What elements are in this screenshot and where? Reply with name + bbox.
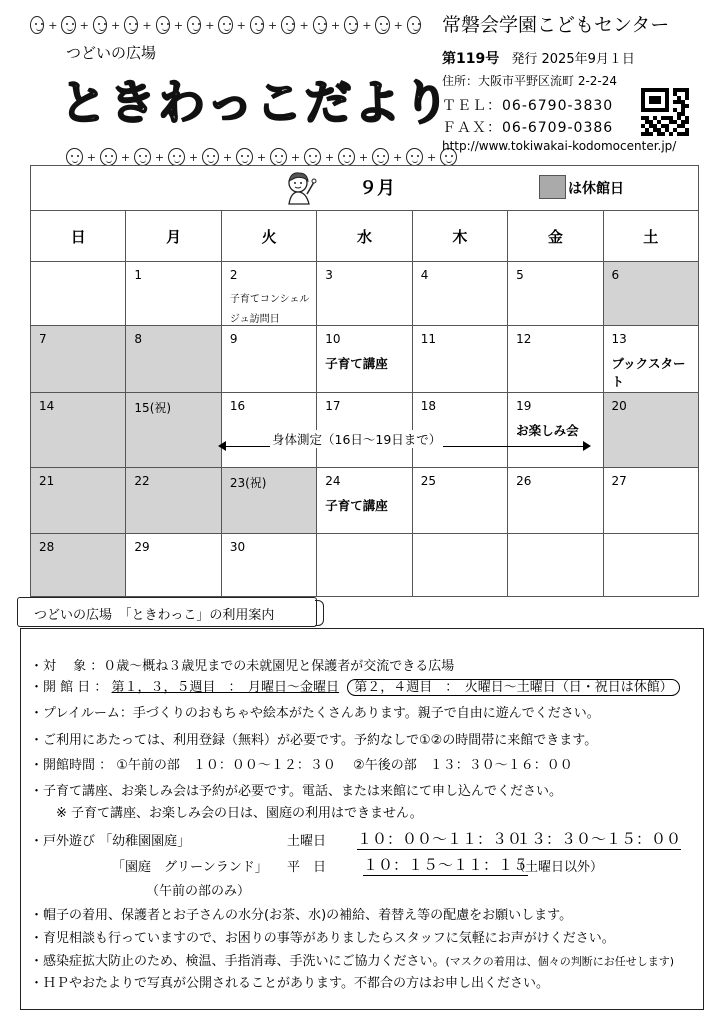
plus-icon: + [111,18,121,32]
day-event: 子育てコンシェルジュ訪問日 [229,294,310,325]
guide-note: ※ 子育て講座、お楽しみ会の日は、園庭の利用はできません。 [56,806,423,821]
calendar-day [508,262,603,326]
day-number: 15(祝) [134,401,172,415]
infection-mask-note: (マスクの着用は、個々の判断にお任せします) [445,955,675,968]
calendar-day [317,262,412,326]
outdoor-day-2: 平 日 [287,860,327,875]
calendar-day [508,326,603,393]
day-number: 20 [611,399,627,413]
usage-guide-heading-text: つどいの広場 「ときわっこ」の利用案内 [34,608,275,623]
usage-guide-heading [17,597,317,627]
calendar-day [31,534,126,597]
weekday-mon: 月 [126,211,221,262]
plus-icon: + [142,18,152,32]
calendar-day [603,468,698,534]
plus-icon: + [324,150,335,164]
plus-icon: + [358,150,369,164]
calendar-day [126,393,221,468]
plus-icon: + [290,150,301,164]
calendar-day [31,326,126,393]
outdoor-am-only: （午前の部のみ） [146,884,251,899]
calendar-day [221,326,316,393]
infection-text: ・感染症拡大防止のため、検温、手指消毒、手洗いにご協力ください。 [30,954,446,969]
open-days-weeks-135: 第１，３，５週目 ： 月曜日～金曜日 [111,680,340,695]
plus-icon: + [256,150,267,164]
day-number: 26 [516,474,532,488]
plus-icon: + [392,150,403,164]
calendar-day [126,468,221,534]
face-icon [100,148,117,166]
face-icon [372,148,389,166]
face-icon [30,16,44,34]
guide-open-days [30,676,680,695]
day-number: 11 [420,332,436,346]
day-number: 13 [611,332,627,346]
outdoor-time-1a: １０：００～１１：３０ [357,830,523,848]
closed-legend-swatch [539,175,566,199]
open-days-weeks-24: 第２，４週目 ： 火曜日～土曜日（日・祝日は休館） [347,679,680,696]
guide-playroom: ・プレイルーム：手づくりのおもちゃや絵本がたくさんあります。親子で自由に遊んでください。 [30,706,600,721]
calendar-day [508,393,603,468]
open-days-prefix: ・開 館 日 ： [30,680,108,695]
face-icon [202,148,219,166]
calendar-day [508,534,603,597]
plus-icon: + [222,150,233,164]
plus-icon: + [205,18,215,32]
face-icon [93,16,107,34]
org-name: 常磐会学園こどもセンター [442,14,670,36]
calendar-day [31,468,126,534]
outdoor-note-2: （土曜日以外） [512,860,604,875]
guide-infection [30,950,674,969]
face-icon [61,16,75,34]
arrow-right-icon [583,441,591,451]
day-number: 23(祝) [229,476,267,490]
face-icon [407,16,421,34]
day-number: 17 [325,399,341,413]
plus-icon: + [299,18,309,32]
face-icon [375,16,389,34]
face-icon [344,16,358,34]
calendar-day [317,326,412,393]
weekday-thu: 木 [412,211,507,262]
plus-icon: + [330,18,341,32]
calendar-header [31,166,699,211]
face-icon [338,148,355,166]
calendar-day [221,468,316,534]
calendar-day [412,534,507,597]
day-number: 14 [39,399,55,413]
plus-icon: + [188,150,199,164]
guide-registration: ・ご利用にあたっては、利用登録（無料）が必要です。予約なしで①②の時間帯に来館できます。 [30,733,598,748]
calendar-day [126,326,221,393]
weekday-fri: 金 [508,211,603,262]
address: 住所：大阪市平野区流町 2-2-24 [442,74,618,88]
face-icon [270,148,287,166]
calendar-day [412,262,507,326]
calendar-day [603,262,698,326]
day-number: 19 [516,399,532,413]
face-icon [187,16,201,34]
face-icon [250,16,264,34]
calendar-day [31,393,126,468]
day-number: 9 [229,332,238,346]
guide-target: ・対 象 ：０歳～概ね３歳児までの未就園児と保護者が交流できる広場 [30,659,455,674]
weekday-tue: 火 [221,211,316,262]
plus-icon: + [120,150,131,164]
plus-icon: + [79,18,89,32]
day-number: 10 [325,332,341,346]
month-label: ９月 [359,178,395,199]
plus-icon: + [426,150,437,164]
face-icon [66,148,83,166]
day-event: 子育て講座 [325,356,388,371]
tel: ＴＥＬ：06-6790-3830 [442,98,614,114]
girl-illustration-icon [281,168,319,206]
day-number: 22 [134,474,150,488]
day-number: 16 [229,399,246,413]
guide-consultation: ・育児相談も行っていますので、お困りの事等がありましたらスタッフに気軽にお声がけください。 [30,931,615,946]
day-number: 3 [325,268,333,282]
day-number: 6 [611,268,620,282]
weekday-wed: 水 [317,211,412,262]
day-event: お楽しみ会 [516,423,579,438]
day-number: 29 [134,540,150,554]
website-link[interactable]: http://www.tokiwakai-kodomocenter.jp/ [442,139,677,153]
issue-line [442,48,635,68]
calendar-day [126,534,221,597]
calendar-day [412,468,507,534]
face-icon [313,16,327,34]
outdoor-time-1b: １３：３０～１５：００ [516,830,682,848]
day-number: 21 [39,474,55,488]
day-number: 7 [39,332,47,346]
face-icon [168,148,185,166]
plus-icon: + [48,18,58,32]
face-icon [281,16,295,34]
qr-code-icon [641,88,689,136]
calendar-day [317,534,412,597]
calendar-day [317,468,412,534]
plus-icon: + [86,150,97,164]
calendar-day [603,393,698,468]
calendar-day [31,262,126,326]
day-number: 28 [39,540,55,554]
plus-icon: + [236,18,246,32]
guide-photos: ・ＨＰやおたよりで写真が公開されることがあります。不都合の方はお申し出ください。 [30,976,549,991]
issue-date: 発行 2025年9月１日 [511,52,635,67]
range-event-label: 身体測定（16日～19日まで） [272,432,442,447]
day-number: 27 [611,474,627,488]
face-icon [124,16,138,34]
face-icon [218,16,232,34]
calendar-day [126,262,221,326]
plus-icon: + [268,18,278,32]
face-icon [134,148,151,166]
plus-icon: + [393,18,403,32]
face-icon [304,148,321,166]
calendar [30,165,699,597]
day-number: 12 [516,332,532,346]
face-icon [406,148,423,166]
weekday-sat: 土 [603,211,698,262]
calendar-day [221,262,316,326]
calendar-day [603,326,698,393]
day-number: 30 [229,540,246,554]
face-icon [156,16,170,34]
arrow-left-icon [218,441,226,451]
calendar-day [508,468,603,534]
calendar-day [221,534,316,597]
day-number: 2 [229,268,238,282]
plus-icon: + [154,150,165,164]
outdoor-place-1: ・戸外遊び 「幼稚園園庭」 [30,834,191,849]
day-number: 18 [420,399,436,413]
calendar-day [412,326,507,393]
day-event: 子育て講座 [325,498,388,513]
calendar-day [603,534,698,597]
day-event: ブックスタート [611,356,686,389]
day-number: 24 [325,474,341,488]
day-number: 5 [516,268,524,282]
issue-number: 第119号 [442,51,500,67]
outdoor-time-2: １０：１５～１１：１５ [363,856,529,874]
closed-legend-label: は休館日 [568,181,624,197]
day-number: 25 [420,474,436,488]
guide-reservation: ・子育て講座、お楽しみ会は予約が必要です。電話、または来館にて申し込んでください。 [30,784,562,799]
guide-hours: ・開館時間 ： ①午前の部 １０：００～１２：３０ ②午後の部 １３：３０～１６：００ [30,758,573,773]
guide-hat: ・帽子の着用、保護者とお子さんの水分(お茶、水)の補給、着替え等の配慮をお願いします。 [30,908,573,923]
weekday-sun: 日 [31,211,126,262]
plus-icon: + [173,18,184,32]
day-number: 4 [420,268,429,282]
day-number: 8 [134,332,143,346]
subtitle: つどいの広場 [66,44,157,62]
face-border-top [30,14,425,36]
fax: ＦＡＸ：06-6709-0386 [442,120,614,136]
face-icon [236,148,253,166]
plus-icon: + [362,18,372,32]
outdoor-place-2: 「園庭 グリーンランド」 [112,860,268,875]
newsletter-title: ときわっこだより [60,76,452,131]
outdoor-day-1: 土曜日 [287,834,327,849]
day-number: 1 [134,268,143,282]
